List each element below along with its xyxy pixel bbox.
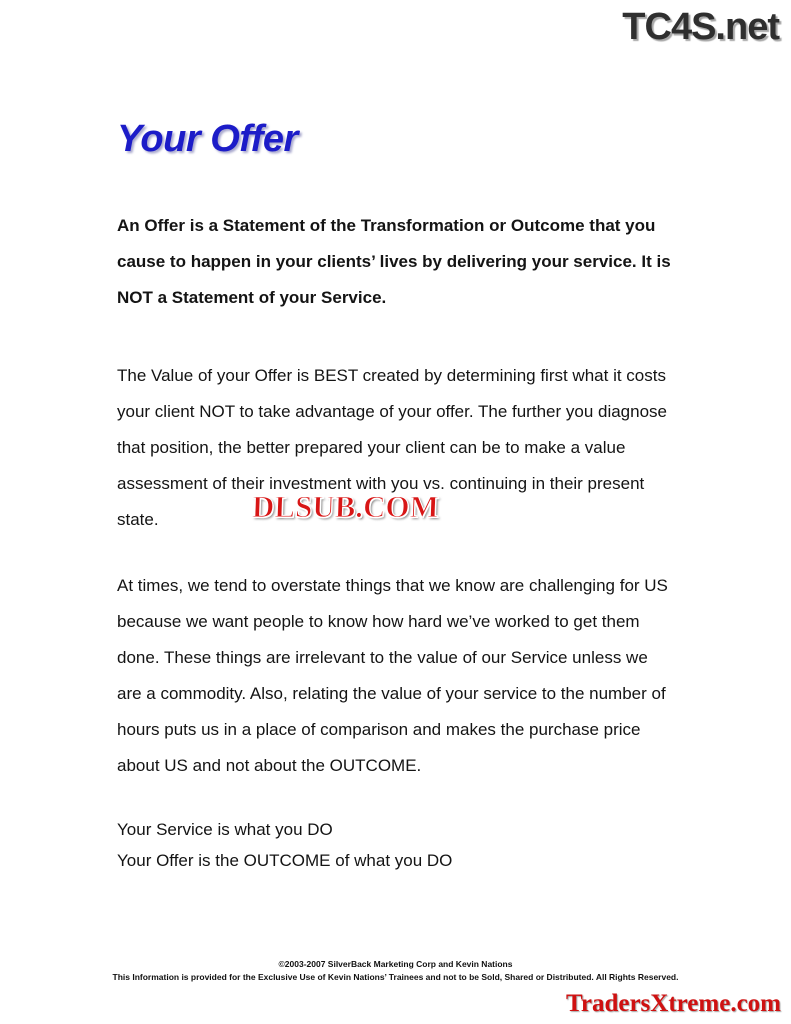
site-logo: TC4S.net [622, 6, 779, 48]
paragraph-offer-definition: An Offer is a Statement of the Transformation or Outcome that you cause to happen in your clients’ lives by delivering your service. It is NOT a Statement of your Service. [117, 216, 671, 307]
paragraph-overstating: At times, we tend to overstate things that we know are challenging for US because we want people to know how hard we’ve worked to get them done. These things are irrelevant to the value of our Service unless we are a commodity. Also, relating the value of your service to the number of hours puts us in a place of comparison and makes the purchase price about US and not about the OUTCOME. [117, 576, 668, 775]
paragraph-offer-value: The Value of your Offer is BEST created by determining first what it costs your client NOT to take advantage of your offer. The further you diagnose that position, the better prepared your client can be to make a value assessment of their investment with you vs. continuing in their present state. [117, 366, 668, 529]
footer-notice: This Information is provided for the Exclusive Use of Kevin Nations’ Trainees and not to be Sold, Shared or Distributed. All Rights Reserved. [112, 972, 679, 982]
paragraph-offer-is: Your Offer is the OUTCOME of what you DO [117, 851, 453, 870]
page-title: Your Offer [117, 118, 298, 161]
footer-brand-logo: TradersXtreme.com [566, 990, 781, 1017]
footer-copyright: ©2003-2007 SilverBack Marketing Corp and Kevin Nations [278, 959, 513, 969]
watermark-overlay: DLSUB.COM [251, 489, 440, 524]
footer [0, 958, 791, 984]
document-body [117, 208, 677, 876]
paragraph-service-is: Your Service is what you DO [117, 820, 333, 839]
